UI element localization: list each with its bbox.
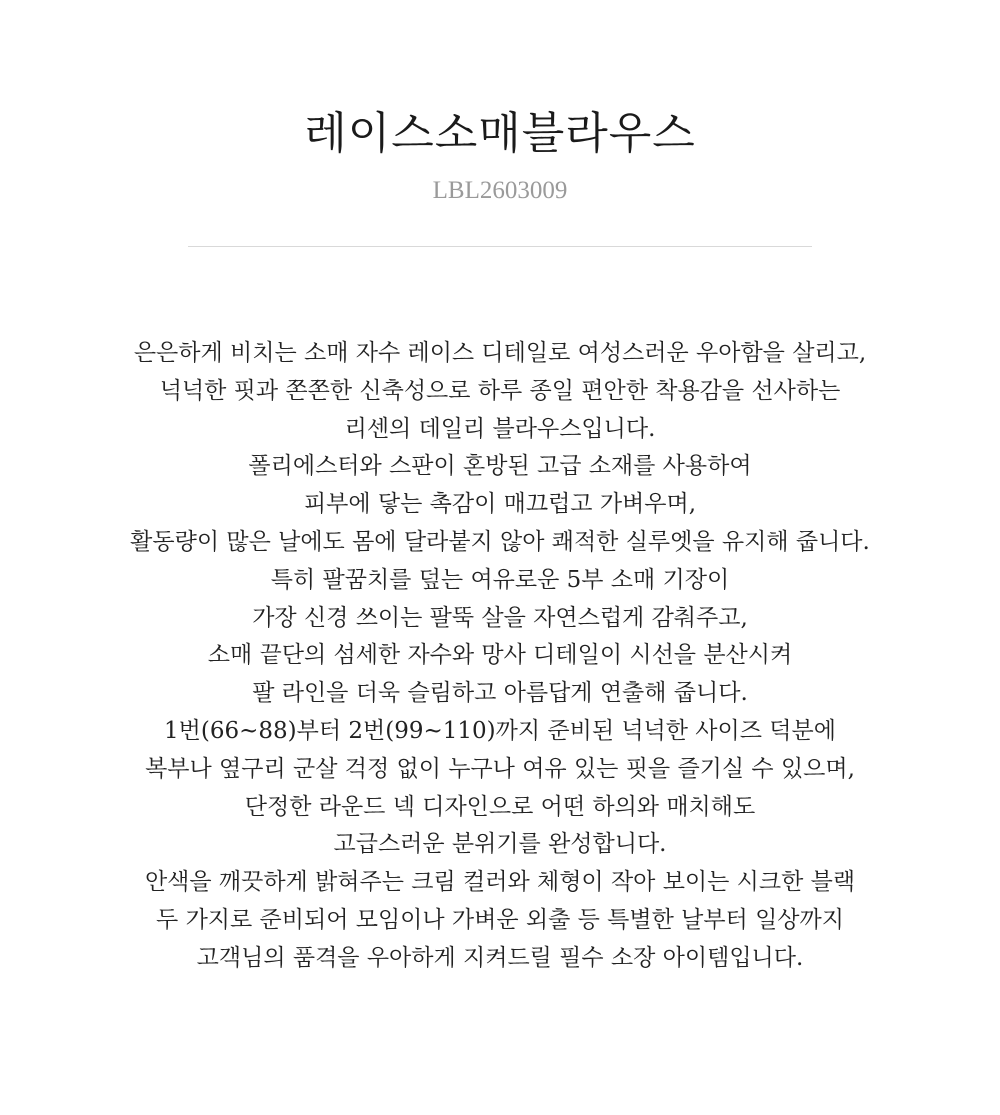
description-line: 특히 팔꿈치를 덮는 여유로운 5부 소매 기장이 — [270, 566, 730, 593]
description-line: 가장 신경 쓰이는 팔뚝 살을 자연스럽게 감춰주고, — [252, 604, 748, 631]
description-line: 1번(66~88)부터 2번(99~110)까지 준비된 넉넉한 사이즈 덕분에 — [164, 717, 836, 744]
description-line: 은은하게 비치는 소매 자수 레이스 디테일로 여성스러운 우아함을 살리고, — [133, 340, 867, 366]
description-line: 피부에 닿는 촉감이 매끄럽고 가벼우며, — [303, 491, 697, 518]
description-line: 고급스러운 분위기를 완성합니다. — [333, 831, 667, 858]
description-line: 복부나 옆구리 군살 걱정 없이 누구나 여유 있는 핏을 즐기실 수 있으며, — [145, 755, 855, 782]
description-line: 활동량이 많은 날에도 몸에 달라붙지 않아 쾌적한 실루엣을 유지해 줍니다. — [130, 528, 870, 555]
description-line: 안색을 깨끗하게 밝혀주는 크림 컬러와 체형이 작아 보이는 시크한 블랙 — [144, 869, 856, 896]
description-line: 단정한 라운드 넥 디자인으로 어떤 하의와 매치해도 — [244, 793, 756, 820]
description-line: 팔 라인을 더욱 슬림하고 아름답게 연출해 줍니다. — [252, 680, 748, 707]
section-divider — [188, 246, 812, 247]
description-line: 폴리에스터와 스판이 혼방된 고급 소재를 사용하여 — [248, 453, 752, 480]
description-line: 두 가지로 준비되어 모임이나 가벼운 외출 등 특별한 날부터 일상까지 — [156, 906, 844, 933]
description-line: 소매 끝단의 섬세한 자수와 망사 디테일이 시선을 분산시켜 — [207, 642, 793, 669]
product-description — [60, 335, 940, 978]
description-line: 넉넉한 핏과 쫀쫀한 신축성으로 하루 종일 편안한 착용감을 선사하는 — [159, 377, 841, 404]
description-line: 리센의 데일리 블라우스입니다. — [344, 415, 656, 442]
product-title: 레이스소매블라우스 — [304, 108, 696, 159]
product-code: LBL2603009 — [432, 177, 568, 204]
description-line: 고객님의 품격을 우아하게 지켜드릴 필수 소장 아이템입니다. — [196, 944, 804, 971]
